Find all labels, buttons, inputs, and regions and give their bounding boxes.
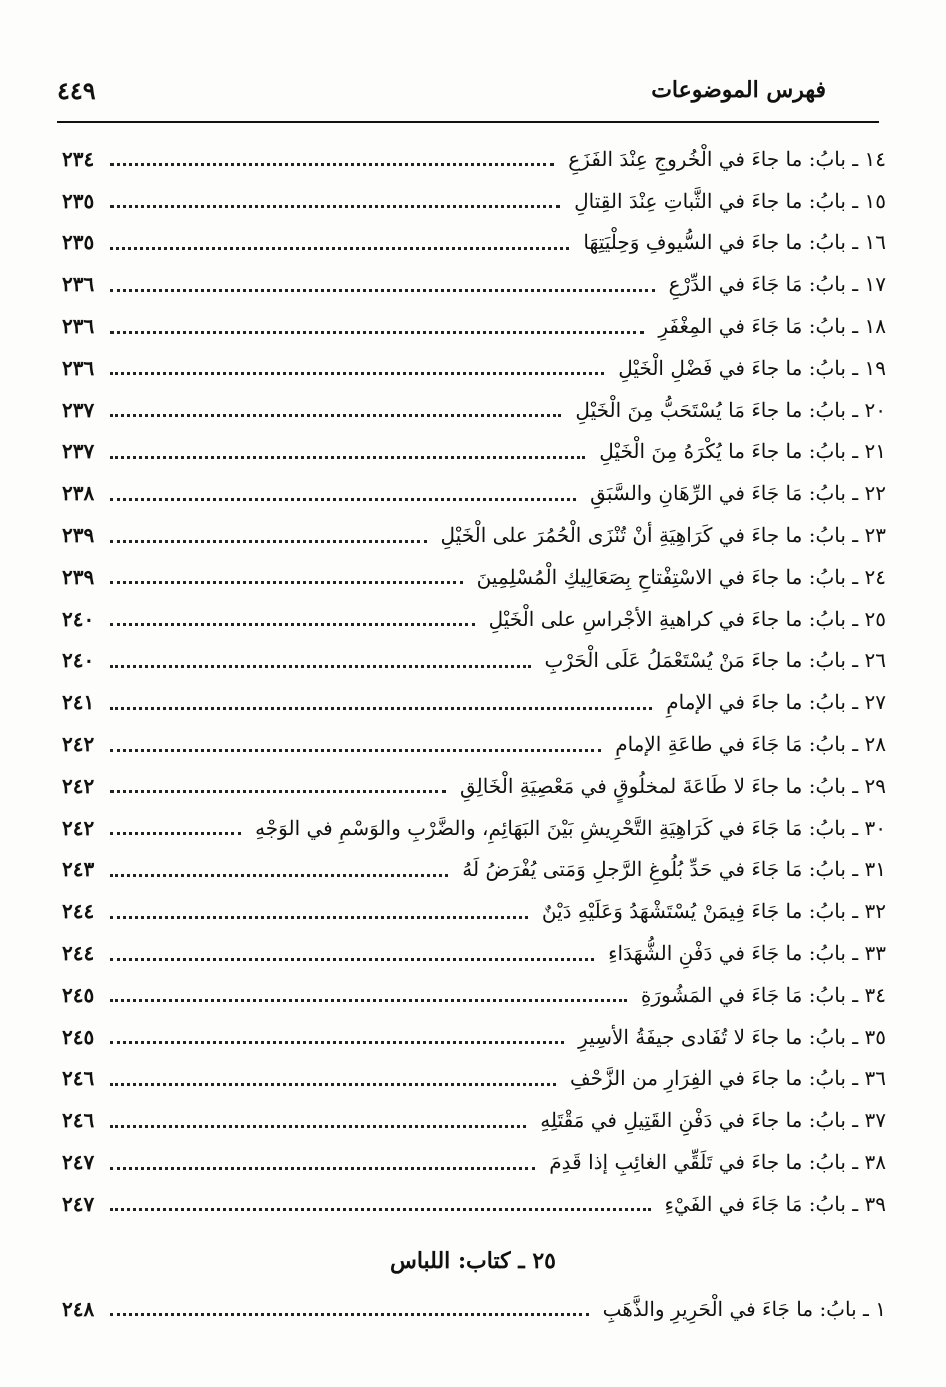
dot-leader	[110, 665, 530, 668]
toc-entry-label: ١ ـ بابُ: ما جَاءَ في الْحَرِيرِ والذَّهَبِ	[602, 1296, 886, 1321]
toc-entry-page: ٢٣٧	[62, 439, 95, 464]
toc-entry-page: ٢٤٧	[62, 1150, 95, 1175]
page-header	[57, 72, 826, 108]
toc-entry	[62, 1183, 886, 1225]
dot-leader	[110, 247, 569, 250]
toc-entry-label: ٣٥ ـ بابُ: ما جاءَ لا تُفَادى جيفَةُ الأسِيرِ	[578, 1024, 886, 1049]
toc-entry-label: ٢٠ ـ بابُ: ما جاءَ مَا يُسْتَحَبُّ مِنَ الْخَيْلِ	[575, 397, 886, 422]
toc-entry-label: ٣١ ـ بابُ: مَا جَاءَ في حَدِّ بُلُوغِ الرَّجلِ وَمَتى يُفْرَضُ لَهُ	[462, 857, 886, 882]
toc-entry	[62, 849, 886, 891]
toc-entry	[62, 1016, 886, 1058]
toc-entry	[62, 514, 886, 556]
dot-leader	[110, 749, 601, 752]
toc-entry-page: ٢٣٥	[62, 230, 95, 255]
toc-entry	[62, 890, 886, 932]
toc-entry-label: ٣٢ ـ بابُ: ما جَاءَ فِيمَنْ يُسْتَشْهَدُ وَعَلَيْهِ دَيْنٌ	[541, 899, 886, 924]
dot-leader	[110, 707, 652, 710]
dot-leader	[110, 456, 585, 459]
toc-entry-label: ٢٦ ـ بابُ: ما جاءَ مَنْ يُسْتَعْمَلُ عَلَى الْحَرْبِ	[544, 648, 886, 673]
dot-leader	[110, 331, 644, 334]
toc-entry	[62, 723, 886, 765]
dot-leader	[110, 414, 561, 417]
toc-entry	[62, 347, 886, 389]
dot-leader	[110, 623, 474, 626]
toc-entry	[62, 263, 886, 305]
toc-entry-label: ٢٧ ـ بابُ: ما جاءَ في الإمامِ	[666, 690, 886, 715]
toc-entry-label: ١٧ ـ بابُ: مَا جَاءَ في الدِّرْعِ	[668, 272, 886, 297]
toc-entry	[62, 1288, 886, 1330]
dot-leader	[110, 1208, 650, 1211]
toc-entry-label: ٣٩ ـ بابُ: مَا جَاءَ في الفَيْءِ	[664, 1191, 886, 1216]
dot-leader	[110, 372, 604, 375]
toc-entry-label: ٢٨ ـ بابُ: مَا جَاءَ في طاعَةِ الإمامِ	[615, 732, 886, 757]
toc-entry-label: ٣٠ ـ بابُ: مَا جَاءَ في كَرَاهِيَةِ التَّحْرِيشِ بَيْنَ البَهَائِمِ، والضَّرْبِ والوَسْمِ في الوَجْهِ	[255, 815, 886, 840]
page-number: ٤٤٩	[57, 75, 96, 105]
dot-leader	[110, 999, 627, 1002]
dot-leader	[110, 1167, 535, 1170]
toc-entry	[62, 180, 886, 222]
toc-entry-page: ٢٣٤	[62, 146, 95, 171]
toc-entry-page: ٢٣٥	[62, 188, 95, 213]
toc-entry-page: ٢٣٦	[62, 355, 95, 380]
toc-entry-page: ٢٤٤	[62, 899, 95, 924]
toc-entry-label: ١٩ ـ بابُ: ما جاءَ في فَضْلِ الْخَيْلِ	[618, 355, 886, 380]
toc-entry-page: ٢٣٧	[62, 397, 95, 422]
toc-entry	[62, 1058, 886, 1100]
toc-entry-label: ٣٣ ـ بابُ: ما جَاءَ في دَفْنِ الشُّهَدَاءِ	[608, 941, 886, 966]
toc-entry-label: ٢٤ ـ بابُ: ما جاءَ في الاسْتِفْتاحِ بِصَعَالِيكِ الْمُسْلِمِينَ	[476, 564, 886, 589]
toc-entry-label: ١٦ ـ بابُ: ما جاءَ في السُّيوفِ وَحِلْيَتِهَا	[583, 230, 886, 255]
dot-leader	[110, 1125, 526, 1128]
toc-entry-label: ١٨ ـ بابُ: مَا جَاءَ في المِغْفَرِ	[658, 314, 886, 339]
toc-list	[62, 138, 886, 1225]
toc-entry-page: ٢٤١	[62, 690, 95, 715]
dot-leader	[110, 1083, 556, 1086]
toc-entry	[62, 305, 886, 347]
book-heading: ٢٥ ـ كتاب: اللباس	[389, 1248, 556, 1274]
toc-list-book	[62, 1288, 886, 1330]
toc-entry-page: ٢٤٣	[62, 857, 95, 882]
toc-entry-page: ٢٤٦	[62, 1066, 95, 1091]
toc-entry-page: ٢٤٢	[62, 773, 95, 798]
dot-leader	[110, 289, 654, 292]
toc-entry	[62, 222, 886, 264]
toc-entry	[62, 974, 886, 1016]
toc-entry-label: ٢٢ ـ بابُ: مَا جَاءَ في الرِّهَانِ والسَّبَقِ	[590, 481, 886, 506]
toc-entry	[62, 556, 886, 598]
toc-entry-page: ٢٤٤	[62, 941, 95, 966]
toc-entry-label: ١٥ ـ بابُ: ما جاءَ في الثَّباتِ عِنْدَ القِتالِ	[574, 188, 886, 213]
toc-entry-page: ٢٤٢	[62, 732, 95, 757]
toc-entry-page: ٢٣٩	[62, 523, 95, 548]
toc-entry-label: ١٤ ـ بابُ: ما جاءَ في الْخُروجِ عِنْدَ الفَزَعِ	[568, 146, 886, 171]
toc-entry	[62, 1099, 886, 1141]
toc-entry-label: ٣٨ ـ بابُ: ما جاءَ في تَلَقِّي الغائِبِ إذا قَدِمَ	[549, 1150, 886, 1175]
dot-leader	[110, 958, 594, 961]
toc-entry	[62, 389, 886, 431]
toc-entry-page: ٢٤٧	[62, 1191, 95, 1216]
dot-leader	[110, 540, 426, 543]
dot-leader	[110, 1041, 564, 1044]
toc-entry	[62, 932, 886, 974]
toc-entry-label: ٣٧ ـ بابُ: ما جاءَ في دَفْنِ القَتِيلِ في مَقْتَلِهِ	[540, 1108, 886, 1133]
dot-leader	[110, 790, 446, 793]
toc-entry-label: ٣٦ ـ بابُ: ما جاءَ في الفِرَارِ من الزَّحْفِ	[569, 1066, 886, 1091]
toc-entry-page: ٢٤٨	[62, 1296, 95, 1321]
toc-entry-page: ٢٤٠	[62, 606, 95, 631]
toc-entry-label: ٢١ ـ بابُ: ما جاءَ ما يُكْرَهُ مِنَ الْخَيْلِ	[599, 439, 886, 464]
toc-entry-label: ٢٥ ـ بابُ: ما جاءَ في كراهيةِ الأجْراسِ على الْخَيْلِ	[488, 606, 886, 631]
toc-entry-page: ٢٤٠	[62, 648, 95, 673]
toc-entry-page: ٢٣٦	[62, 314, 95, 339]
toc-entry	[62, 681, 886, 723]
toc-entry	[62, 640, 886, 682]
toc-entry-page: ٢٤٥	[62, 982, 95, 1007]
toc-entry	[62, 807, 886, 849]
toc-entry-label: ٢٩ ـ بابُ: ما جاءَ لا طَاعَةَ لمخلُوقٍ في مَعْصِيَةِ الْخَالِقِ	[459, 773, 886, 798]
toc-entry	[62, 472, 886, 514]
toc-entry	[62, 431, 886, 473]
dot-leader	[110, 163, 554, 166]
dot-leader	[110, 874, 448, 877]
toc-entry-page: ٢٣٦	[62, 272, 95, 297]
toc-entry-page: ٢٤٥	[62, 1024, 95, 1049]
dot-leader	[110, 498, 576, 501]
toc-entry	[62, 1141, 886, 1183]
toc-entry-page: ٢٣٨	[62, 481, 95, 506]
toc-entry	[62, 138, 886, 180]
dot-leader	[110, 1313, 588, 1316]
dot-leader	[110, 832, 241, 835]
dot-leader	[110, 581, 462, 584]
page-title: فهرس الموضوعات	[651, 77, 826, 103]
toc-entry	[62, 598, 886, 640]
toc-entry-page: ٢٤٦	[62, 1108, 95, 1133]
dot-leader	[110, 205, 560, 208]
toc-entry-label: ٣٤ ـ بابُ: مَا جَاءَ في المَشُورَةِ	[640, 982, 886, 1007]
toc-entry	[62, 765, 886, 807]
header-rule	[57, 121, 879, 123]
toc-entry-page: ٢٣٩	[62, 564, 95, 589]
toc-entry-label: ٢٣ ـ بابُ: ما جاءَ في كَرَاهِيَةِ أنْ تُنْزَى الْحُمُرَ على الْخَيْلِ	[440, 523, 886, 548]
toc-entry-page: ٢٤٢	[62, 815, 95, 840]
dot-leader	[110, 916, 528, 919]
